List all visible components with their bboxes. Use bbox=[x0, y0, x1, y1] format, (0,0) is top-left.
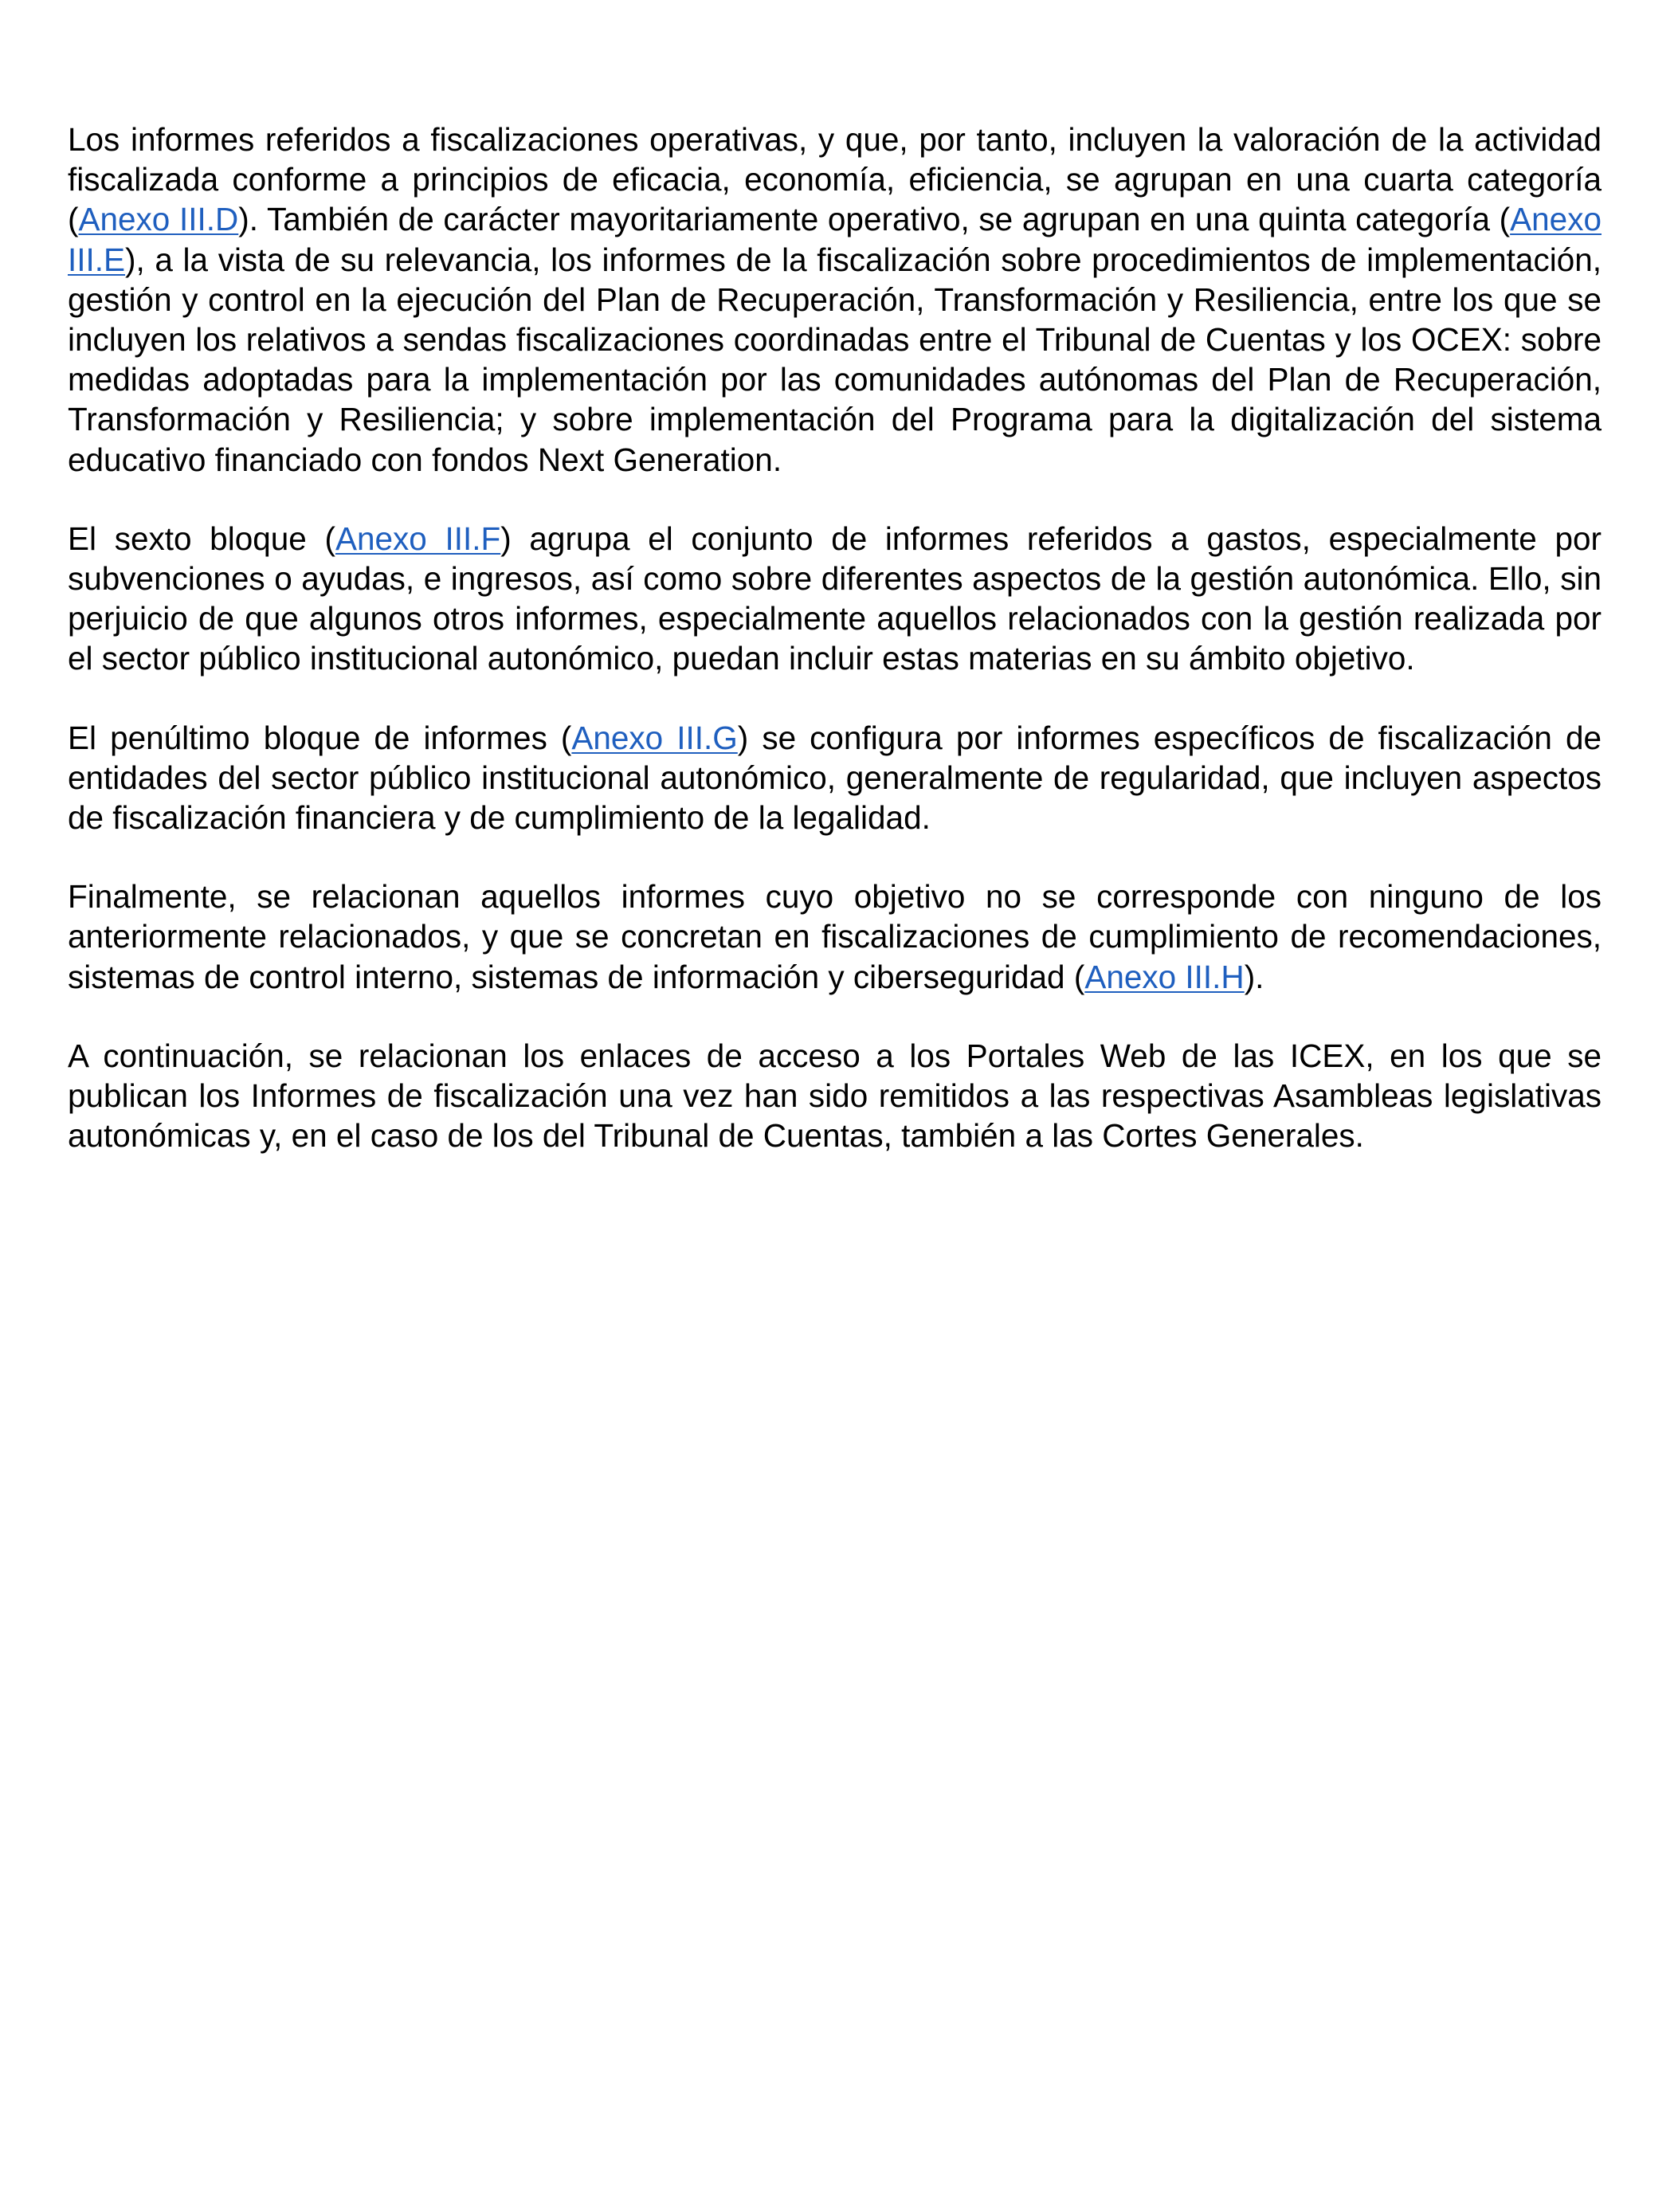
paragraph-penultimate-block bbox=[68, 718, 1602, 838]
link-anexo-iii-e[interactable]: Anexo III.E bbox=[68, 201, 1602, 278]
link-anexo-iii-h[interactable]: Anexo III.H bbox=[1084, 958, 1245, 995]
paragraph-text: ) agrupa el conjunto de informes referidos a gastos, especialmente por subvenciones o ayudas, e ingresos, así como sobre diferentes aspectos de la gestión autonómica. Ello, sin perjuicio de que algunos otros informes, especialmente aquellos relacionados con la gestión realizada por el sector público institucional autonómico, puedan incluir estas materias en su ámbito objetivo. bbox=[68, 520, 1602, 677]
document-body bbox=[68, 120, 1602, 1194]
paragraph-text: ) se configura por informes específicos de fiscalización de entidades del sector público institucional autonómico, generalmente de regularidad, que incluyen aspectos de fiscalización financiera y de cumplimiento de la legalidad. bbox=[68, 719, 1602, 837]
paragraph-text: El penúltimo bloque de informes ( bbox=[68, 719, 572, 756]
paragraph-operational-reports bbox=[68, 120, 1602, 480]
paragraph-text: El sexto bloque ( bbox=[68, 520, 335, 557]
paragraph-text: Finalmente, se relacionan aquellos informes cuyo objetivo no se corresponde con ninguno de los anteriormente relacionados, y que se concretan en fiscalizaciones de cumplimiento de recomendaciones, sistemas de control interno, sistemas de información y ciberseguridad ( bbox=[68, 878, 1602, 995]
link-anexo-iii-g[interactable]: Anexo III.G bbox=[571, 719, 738, 756]
paragraph-text: Los informes referidos a fiscalizaciones operativas, y que, por tanto, incluyen la valoración de la actividad fiscalizada conforme a principios de eficacia, economía, eficiencia, se agrupan en una cuarta categoría ( bbox=[68, 121, 1602, 238]
paragraph-text: ), a la vista de su relevancia, los informes de la fiscalización sobre procedimientos de implementación, gestión y control en la ejecución del Plan de Recuperación, Transformación y Resiliencia, entre los que se incluyen los relativos a sendas fiscalizaciones coordinadas entre el Tribunal de Cuentas y los OCEX: sobre medidas adoptadas para la implementación por las comunidades autónomas del Plan de Recuperación, Transformación y Resiliencia; y sobre implementación del Programa para la digitalización del sistema educativo financiado con fondos Next Generation. bbox=[68, 241, 1602, 478]
paragraph-final-block bbox=[68, 877, 1602, 997]
paragraph-text: ). También de carácter mayoritariamente operativo, se agrupan en una quinta categoría ( bbox=[238, 201, 1511, 238]
link-anexo-iii-f[interactable]: Anexo III.F bbox=[335, 520, 501, 557]
paragraph-text: A continuación, se relacionan los enlaces de acceso a los Portales Web de las ICEX, en los que se publican los Informes de fiscalización una vez han sido remitidos a las respectivas Asambleas legislativas autonómicas y, en el caso de los del Tribunal de Cuentas, también a las Cortes Generales. bbox=[68, 1037, 1602, 1155]
paragraph-text: ). bbox=[1244, 958, 1264, 995]
paragraph-sixth-block bbox=[68, 519, 1602, 679]
paragraph-web-portals bbox=[68, 1036, 1602, 1156]
link-anexo-iii-d[interactable]: Anexo III.D bbox=[78, 201, 239, 238]
